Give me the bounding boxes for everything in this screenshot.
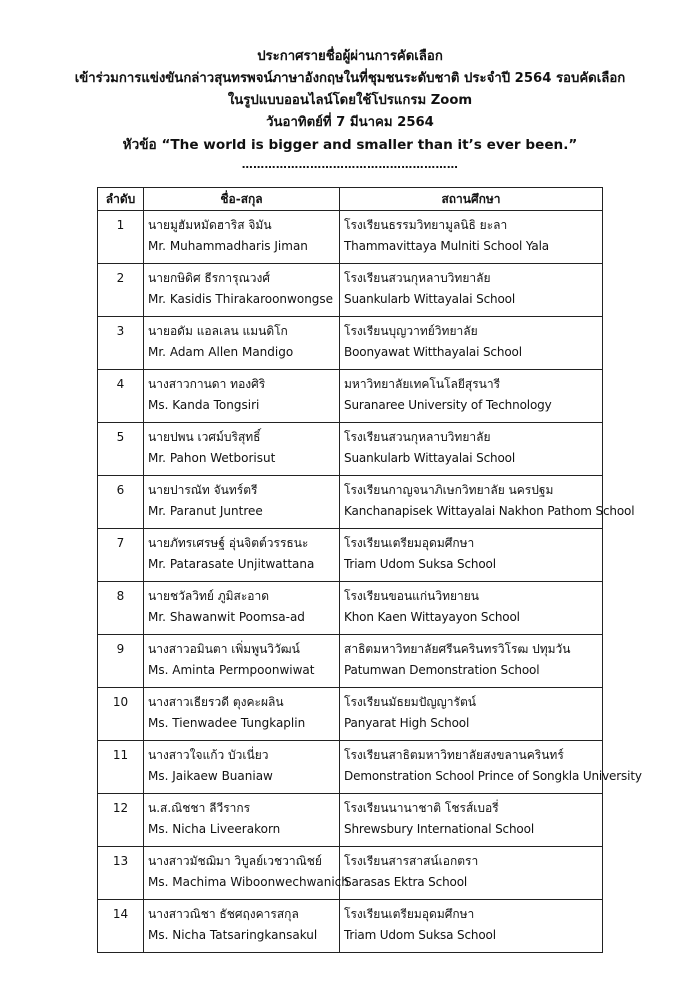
table-row [98,317,603,370]
participant-name-thai: นางสาวกานดา ทองศิริ [148,377,266,391]
table-row [98,635,603,688]
row-number: 11 [98,741,144,794]
table-row [98,476,603,529]
school-name-thai: โรงเรียนบุญวาทย์วิทยาลัย [344,324,478,338]
table-row [98,688,603,741]
row-number: 3 [98,317,144,370]
participant-name-english: Ms. Tienwadee Tungkaplin [148,716,306,730]
participant-name-english: Ms. Nicha Liveerakorn [148,822,281,836]
row-number: 14 [98,900,144,953]
row-number: 8 [98,582,144,635]
school-name-thai: โรงเรียนสวนกุหลาบวิทยาลัย [344,430,491,444]
participant-name-english: Ms. Jaikaew Buaniaw [148,769,273,783]
speech-topic: หัวข้อ “The world is bigger and smaller than it’s ever been.” [122,137,578,153]
school-name-english: Sarasas Ektra School [344,875,468,889]
participant-name-thai: นายปพน เวศม์บริสุทธิ์ [148,430,261,444]
school-cell [340,794,603,847]
row-number: 7 [98,529,144,582]
header-no: ลำดับ [98,188,144,211]
competition-name: เข้าร่วมการแข่งขันกล่าวสุนทรพจน์ภาษาอังกฤษในที่ชุมชนระดับชาติ ประจำปี 2564 รอบคัดเลือก [74,71,626,86]
table-row [98,529,603,582]
row-number: 9 [98,635,144,688]
announcement-header [0,46,700,172]
table-row [98,794,603,847]
participant-name-english: Mr. Paranut Juntree [148,504,263,518]
school-name-english: Suankularb Wittayalai School [344,292,516,306]
school-cell [340,423,603,476]
school-cell [340,211,603,264]
school-name-thai: สาธิตมหาวิทยาลัยศรีนครินทรวิโรฒ ปทุมวัน [344,642,571,656]
school-name-thai: โรงเรียนสาธิตมหาวิทยาลัยสงขลานครินทร์ [344,748,564,762]
row-number: 13 [98,847,144,900]
school-cell [340,317,603,370]
table-row [98,370,603,423]
school-cell [340,847,603,900]
participant-name-english: Mr. Shawanwit Poomsa-ad [148,610,305,624]
row-number: 2 [98,264,144,317]
results-table [97,187,642,953]
participant-name-english: Ms. Nicha Tatsaringkansakul [148,928,318,942]
participant-name-thai: นายภัทรเศรษฐ์ อุ่นจิตต์วรรธนะ [148,536,309,550]
school-name-english: Shrewsbury International School [344,822,535,836]
table-row [98,847,603,900]
participant-name-english: Ms. Machima Wiboonwechwanich [148,875,349,889]
participant-name-thai: นางสาวมัชฌิมา วิบูลย์เวชวาณิชย์ [148,854,322,868]
table-row [98,264,603,317]
school-cell [340,582,603,635]
school-name-english: Triam Udom Suksa School [344,557,496,571]
school-name-english: Suranaree University of Technology [344,398,552,412]
participant-name-cell [144,741,340,794]
participant-name-thai: นายปารณัท จันทร์ตรี [148,483,258,497]
participant-name-english: Mr. Muhammadharis Jiman [148,239,308,253]
competition-date: วันอาทิตย์ที่ 7 มีนาคม 2564 [266,115,434,130]
school-name-thai: โรงเรียนสารสาสน์เอกตรา [344,854,479,868]
participant-name-thai: นายชวัลวิทย์ ภูมิสะอาด [148,589,270,603]
school-name-english: Thammavittaya Mulniti School Yala [344,239,549,253]
table-header-row [98,188,603,211]
participant-name-thai: นางสาวใจแก้ว บัวเนี่ยว [148,748,269,762]
participant-name-cell [144,582,340,635]
participant-name-thai: น.ส.ณิชชา ลีวีรากร [148,801,251,815]
participant-name-cell [144,317,340,370]
participant-name-cell [144,847,349,900]
participant-name-cell [144,370,340,423]
school-name-thai: โรงเรียนนานาชาติ โชรส์เบอรี่ [344,801,499,815]
school-cell [340,476,635,529]
participant-name-cell [144,423,340,476]
school-name-thai: โรงเรียนธรรมวิทยามูลนิธิ ยะลา [344,218,508,232]
school-name-english: Panyarat High School [344,716,470,730]
participant-name-thai: นางสาวอมินตา เพิ่มพูนวิวัฒน์ [148,642,300,656]
participant-name-cell [144,264,340,317]
school-name-english: Suankularb Wittayalai School [344,451,516,465]
header-name: ชื่อ-สกุล [144,188,340,211]
row-number: 6 [98,476,144,529]
table-body [98,211,642,953]
row-number: 5 [98,423,144,476]
participant-name-cell [144,635,340,688]
school-name-english: Patumwan Demonstration School [344,663,540,677]
school-cell [340,688,603,741]
school-name-thai: โรงเรียนเตรียมอุดมศึกษา [344,907,475,921]
school-name-thai: โรงเรียนขอนแก่นวิทยายน [344,589,479,603]
school-name-english: Boonyawat Witthayalai School [344,345,522,359]
participant-name-cell [144,900,340,953]
participant-name-thai: นายมูฮัมหมัดฮาริส จิมัน [148,218,272,232]
dotted-divider: ………………………………………………… [241,158,459,171]
school-name-thai: โรงเรียนสวนกุหลาบวิทยาลัย [344,271,491,285]
school-cell [340,900,603,953]
participant-name-english: Ms. Kanda Tongsiri [148,398,260,412]
row-number: 4 [98,370,144,423]
participant-name-english: Mr. Patarasate Unjitwattana [148,557,315,571]
participant-name-cell [144,688,340,741]
school-cell [340,741,642,794]
participant-name-cell [144,211,340,264]
header-school: สถานศึกษา [340,188,603,211]
school-name-thai: โรงเรียนเตรียมอุดมศึกษา [344,536,475,550]
competition-format: ในรูปแบบออนไลน์โดยใช้โปรแกรม Zoom [227,93,473,108]
participant-name-english: Mr. Kasidis Thirakaroonwongse [148,292,334,306]
participant-name-cell [144,476,340,529]
table-row [98,582,603,635]
school-cell [340,264,603,317]
participant-name-english: Mr. Adam Allen Mandigo [148,345,294,359]
school-cell [340,529,603,582]
table-row [98,211,603,264]
participant-name-thai: นายกษิดิศ ธีรการุณวงศ์ [148,271,270,285]
participant-name-english: Ms. Aminta Permpoonwiwat [148,663,315,677]
participant-name-thai: นายอดัม แอลเลน แมนดิโก [148,324,288,338]
row-number: 10 [98,688,144,741]
row-number: 1 [98,211,144,264]
school-name-thai: โรงเรียนกาญจนาภิเษกวิทยาลัย นครปฐม [344,483,554,497]
school-name-thai: โรงเรียนมัธยมปัญญารัตน์ [344,695,476,709]
school-name-english: Kanchanapisek Wittayalai Nakhon Pathom School [344,504,635,518]
table-row [98,423,603,476]
school-name-thai: มหาวิทยาลัยเทคโนโลยีสุรนารี [344,377,501,391]
row-number: 12 [98,794,144,847]
school-cell [340,370,603,423]
participant-name-thai: นางสาวณิชา ธัชศฤงคารสกุล [148,907,299,921]
table-row [98,900,603,953]
announcement-title: ประกาศรายชื่อผู้ผ่านการคัดเลือก [257,49,443,64]
table-row [98,741,603,794]
participant-name-english: Mr. Pahon Wetborisut [148,451,276,465]
school-name-english: Triam Udom Suksa School [344,928,496,942]
school-cell [340,635,603,688]
school-name-english: Khon Kaen Wittayayon School [344,610,520,624]
school-name-english: Demonstration School Prince of Songkla University [344,769,642,783]
participant-name-cell [144,794,340,847]
participant-name-thai: นางสาวเธียรวดี ตุงคะผลิน [148,695,284,709]
participant-name-cell [144,529,340,582]
